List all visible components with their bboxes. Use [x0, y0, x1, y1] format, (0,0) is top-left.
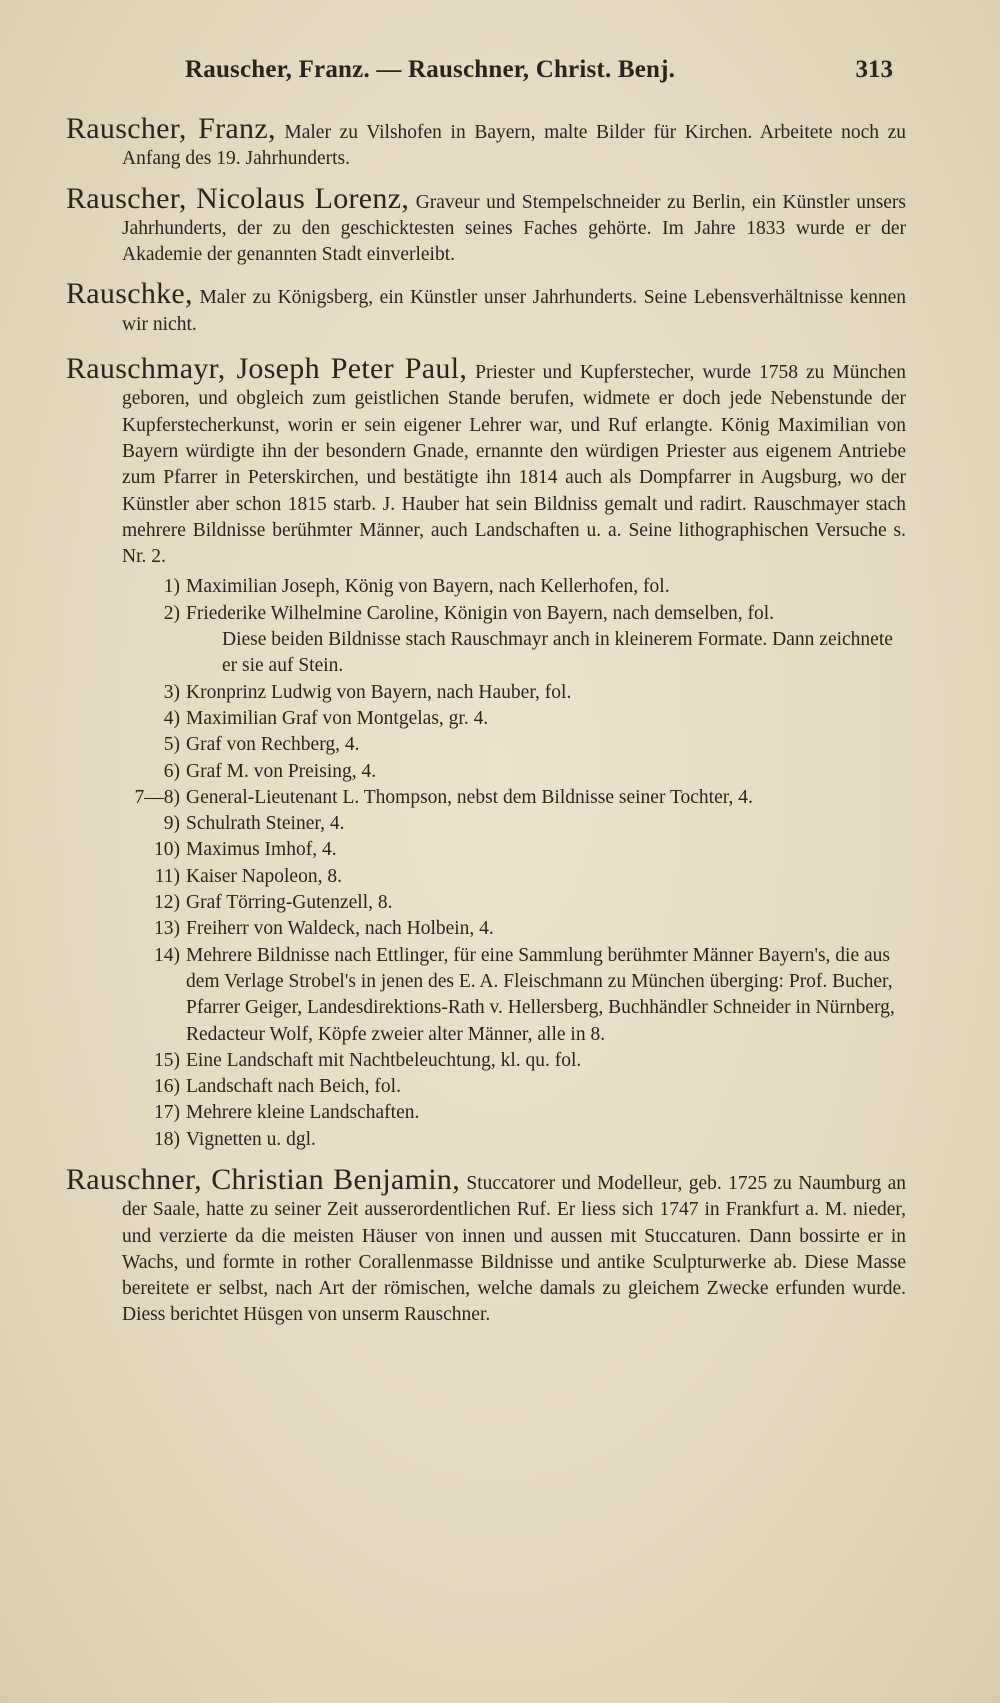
- work-number: 3): [163, 681, 180, 703]
- running-head: Rauscher, Franz. — Rauschner, Christ. Benj.: [185, 56, 676, 83]
- entry-text: Graveur und Stempelschneider zu Berlin, ein Künstler unsers Jahrhunderts, der zu den geschicktesten seines Faches gehörte. Im Jahre 1833 wurde er der Akademie der genannten Stadt einverleibt.: [122, 191, 907, 266]
- work-text: Freiherr von Waldeck, nach Holbein, 4.: [186, 918, 494, 940]
- work-item: [66, 759, 906, 785]
- work-item: [66, 1048, 906, 1074]
- page-body: [66, 112, 907, 1342]
- entry-name: Rauscher, Franz,: [66, 112, 276, 145]
- entry-text: Maler zu Vilshofen in Bayern, malte Bilder für Kirchen. Arbeitete noch zu Anfang des 19. Jahrhunderts.: [122, 122, 906, 170]
- work-number: 13): [154, 918, 180, 940]
- entry-name: Rauschmayr, Joseph Peter Paul,: [66, 352, 468, 386]
- work-number: 17): [154, 1102, 180, 1124]
- entry-text: Priester und Kupferstecher, wurde 1758 zu München geboren, und obgleich zum geistlichen Stande berufen, widmete er doch jede Nebenstunde der Kupferstecherkunst, worin er sein eigener Lehrer war, und Ruf erlangte. König Maximilian von Bayern würdigte ihn der besondern Gnade, ernannte den würdigen Priester aus eigenem Antriebe zum Pfarrer in Peterskirchen, und bestätigte ihn 1814 auch als Dompfarrer in Augsburg, wo der Künstler aber schon 1815 starb. J. Hauber hat sein Bildniss gemalt und radirt. Rauschmayer stach mehrere Bildnisse berühmter Männer, auch Landschaften u. a. Seine lithographischen Versuche s. Nr. 2.: [122, 362, 907, 568]
- work-item: [66, 1100, 906, 1126]
- work-number: 16): [154, 1076, 180, 1098]
- entry-rauschmayr: [66, 352, 907, 570]
- work-item: [66, 1127, 906, 1153]
- work-item: [66, 785, 906, 811]
- entry-text: Maler zu Königsberg, ein Künstler unser Jahrhunderts. Seine Lebensverhältnisse kennen wir nicht.: [122, 287, 907, 335]
- entry-rauschner: [66, 1162, 906, 1329]
- work-item: [66, 1074, 906, 1100]
- work-item: [66, 890, 906, 916]
- work-number: 9): [163, 813, 180, 835]
- work-item: [66, 943, 906, 1048]
- work-text: Landschaft nach Beich, fol.: [186, 1076, 401, 1098]
- work-item: [66, 706, 906, 732]
- work-text: Vignetten u. dgl.: [186, 1128, 316, 1150]
- entry-name: Rauschner, Christian Benjamin,: [66, 1162, 460, 1196]
- work-item: [66, 864, 906, 890]
- entry-name: Rauschke,: [66, 277, 193, 311]
- work-number: 6): [163, 760, 180, 782]
- entry-name: Rauscher, Nicolaus Lorenz,: [66, 181, 410, 215]
- work-number: 10): [154, 839, 180, 861]
- work-text: General-Lieutenant L. Thompson, nebst dem Bildnisse seiner Tochter, 4.: [186, 786, 753, 808]
- work-number: 18): [154, 1128, 180, 1150]
- work-item: [66, 732, 906, 758]
- entry-text: Stuccatorer und Modelleur, geb. 1725 zu Naumburg an der Saale, hatte zu seiner Zeit ausserordentlichen Ruf. Er liess sich 1747 in Frankfurt a. M. nieder, und verzierte da die meisten Häuser von innen und aussen mit Stuccaturen. Dann bossirte er in Wachs, und formte in rother Corallenmasse Bildnisse und antike Sculpturwerke ab. Diese Masse bereitete er selbst, nach Art der römischen, welche damals zu gleichem Zwecke erfunden wurde. Diess berichtet Hüsgen von unserm Rauschner.: [122, 1172, 906, 1326]
- work-number: 7—8): [134, 786, 180, 808]
- page-header: [0, 56, 1000, 96]
- work-number: 5): [163, 734, 180, 756]
- work-item: [66, 837, 906, 863]
- work-text: Mehrere kleine Landschaften.: [186, 1102, 420, 1124]
- work-item: [66, 680, 906, 706]
- work-text: Maximus Imhof, 4.: [186, 839, 337, 861]
- work-text: Friederike Wilhelmine Caroline, Königin von Bayern, nach demselben, fol.: [186, 602, 775, 624]
- work-text: Kaiser Napoleon, 8.: [186, 865, 342, 887]
- work-number: 11): [154, 865, 180, 887]
- entry-rauscher-nicolaus: [66, 181, 907, 269]
- work-item: [66, 574, 906, 600]
- work-item: [66, 916, 906, 942]
- work-number: 4): [163, 707, 180, 729]
- entry-rauscher-franz: [66, 112, 906, 173]
- work-text: Graf Törring-Gutenzell, 8.: [186, 892, 393, 914]
- works-list: [66, 574, 906, 1153]
- work-number: 1): [163, 576, 180, 598]
- work-number: 2): [163, 602, 180, 624]
- work-text: Kronprinz Ludwig von Bayern, nach Hauber, fol.: [186, 681, 572, 703]
- work-text: Eine Landschaft mit Nachtbeleuchtung, kl. qu. fol.: [186, 1049, 582, 1071]
- work-number: 12): [154, 892, 180, 914]
- work-item: [66, 811, 906, 837]
- work-number: 14): [154, 944, 180, 966]
- work-number: 15): [154, 1049, 180, 1071]
- works-note: Diese beiden Bildnisse stach Rauschmayr anch in kleinerem Formate. Dann zeichnete er sie auf Stein.: [222, 629, 893, 677]
- work-text: Schulrath Steiner, 4.: [186, 813, 345, 835]
- entry-rauschke: [66, 277, 907, 338]
- work-text: Maximilian Joseph, König von Bayern, nach Kellerhofen, fol.: [186, 576, 670, 598]
- work-text: Mehrere Bildnisse nach Ettlinger, für eine Sammlung berühmter Männer Bayern's, die aus dem Verlage Strobel's in jenen des E. A. Fleischmann zu München überging: Prof. Bucher, Pfarrer Geiger, Landesdirektions-Rath v. Hellersberg, Buchhändler Schneider in Nürnberg, Redacteur Wolf, Köpfe zweier alter Männer, alle in 8.: [186, 944, 895, 1045]
- page-number: 313: [855, 56, 893, 83]
- work-text: Graf von Rechberg, 4.: [186, 734, 360, 756]
- work-text: Graf M. von Preising, 4.: [186, 760, 377, 782]
- work-item: [66, 601, 906, 627]
- work-text: Maximilian Graf von Montgelas, gr. 4.: [186, 707, 489, 729]
